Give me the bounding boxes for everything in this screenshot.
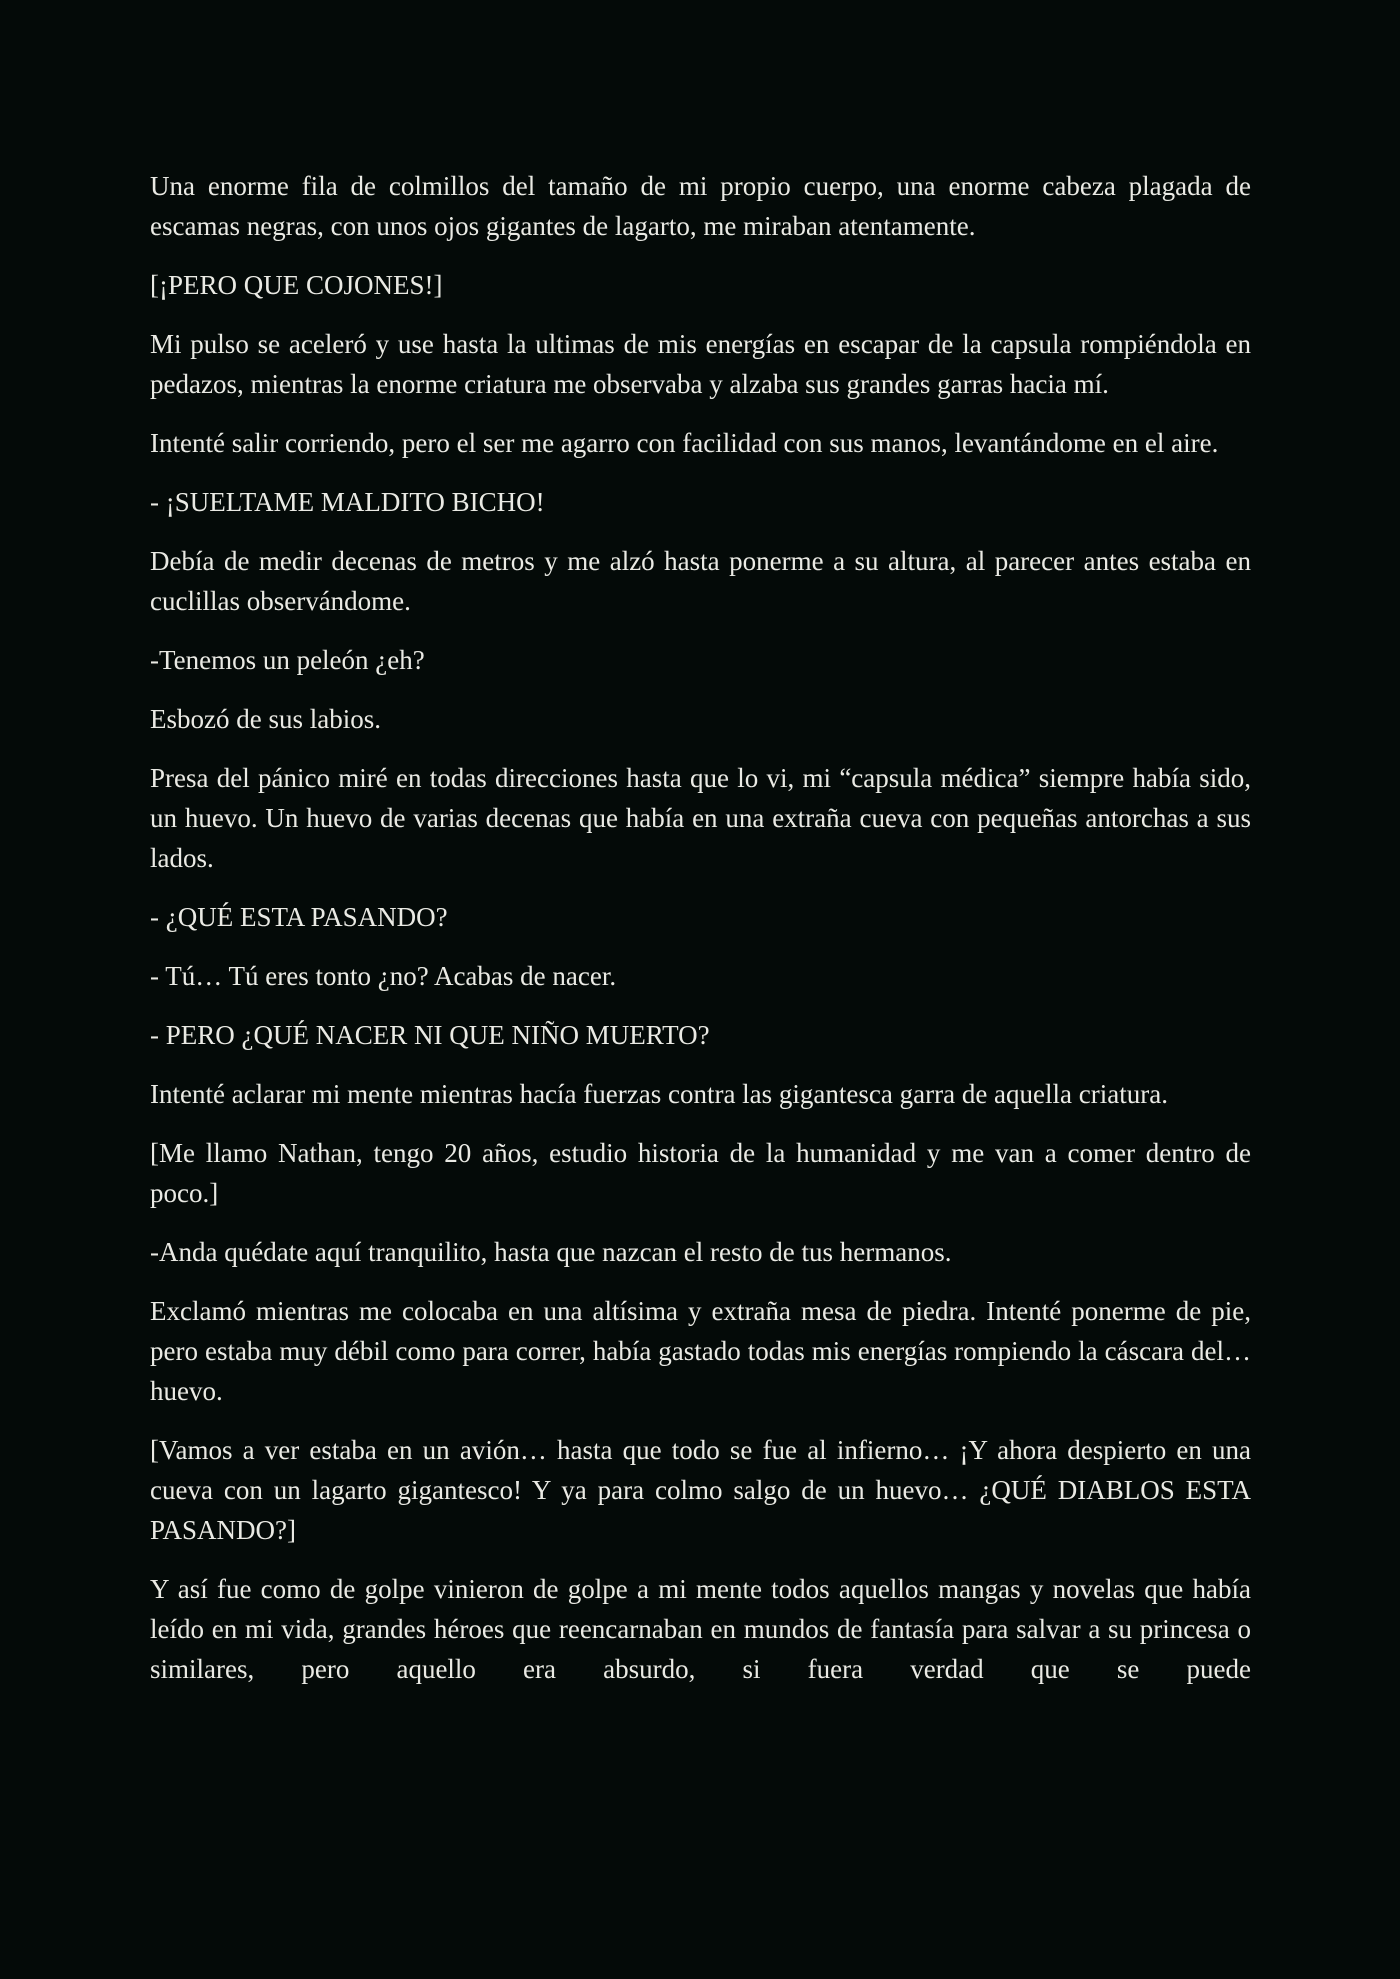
paragraph: [¡PERO QUE COJONES!] (150, 270, 443, 300)
paragraph: Y así fue como de golpe vinieron de golpe a mi mente todos aquellos mangas y novelas que había leído en mi vida, grandes héroes que reencarnaban en mundos de fantasía para salvar a su princesa o similares, pero aquello era absurdo, si fuera verdad que se puede (150, 1574, 1251, 1684)
paragraph: Una enorme fila de colmillos del tamaño de mi propio cuerpo, una enorme cabeza plagada de escamas negras, con unos ojos gigantes de lagarto, me miraban atentamente. (150, 171, 1251, 241)
paragraph: - PERO ¿QUÉ NACER NI QUE NIÑO MUERTO? (150, 1020, 710, 1050)
paragraph: Intenté salir corriendo, pero el ser me agarro con facilidad con sus manos, levantándome en el aire. (150, 428, 1219, 458)
paragraph: - ¿QUÉ ESTA PASANDO? (150, 902, 448, 932)
paragraph: - Tú… Tú eres tonto ¿no? Acabas de nacer. (150, 961, 617, 991)
paragraph: -Anda quédate aquí tranquilito, hasta que nazcan el resto de tus hermanos. (150, 1237, 952, 1267)
document-page (150, 166, 1251, 1689)
paragraph: Mi pulso se aceleró y use hasta la ultimas de mis energías en escapar de la capsula rompiéndola en pedazos, mientras la enorme criatura me observaba y alzaba sus grandes garras hacia mí. (150, 329, 1251, 399)
paragraph: Esbozó de sus labios. (150, 704, 381, 734)
paragraph: Exclamó mientras me colocaba en una altísima y extraña mesa de piedra. Intenté ponerme de pie, pero estaba muy débil como para correr, había gastado todas mis energías rompiendo la cáscara del… huevo. (150, 1296, 1251, 1406)
paragraph: [Vamos a ver estaba en un avión… hasta que todo se fue al infierno… ¡Y ahora despierto en una cueva con un lagarto gigantesco! Y ya para colmo salgo de un huevo… ¿QUÉ DIABLOS ESTA PASANDO?] (150, 1435, 1251, 1545)
paragraph: -Tenemos un peleón ¿eh? (150, 645, 425, 675)
paragraph: Intenté aclarar mi mente mientras hacía fuerzas contra las gigantesca garra de aquella criatura. (150, 1079, 1168, 1109)
paragraph: [Me llamo Nathan, tengo 20 años, estudio historia de la humanidad y me van a comer dentro de poco.] (150, 1138, 1251, 1208)
paragraph: - ¡SUELTAME MALDITO BICHO! (150, 487, 545, 517)
paragraph: Presa del pánico miré en todas direcciones hasta que lo vi, mi “capsula médica” siempre había sido, un huevo. Un huevo de varias decenas que había en una extraña cueva con pequeñas antorchas a sus lados. (150, 763, 1251, 873)
paragraph: Debía de medir decenas de metros y me alzó hasta ponerme a su altura, al parecer antes estaba en cuclillas observándome. (150, 546, 1251, 616)
